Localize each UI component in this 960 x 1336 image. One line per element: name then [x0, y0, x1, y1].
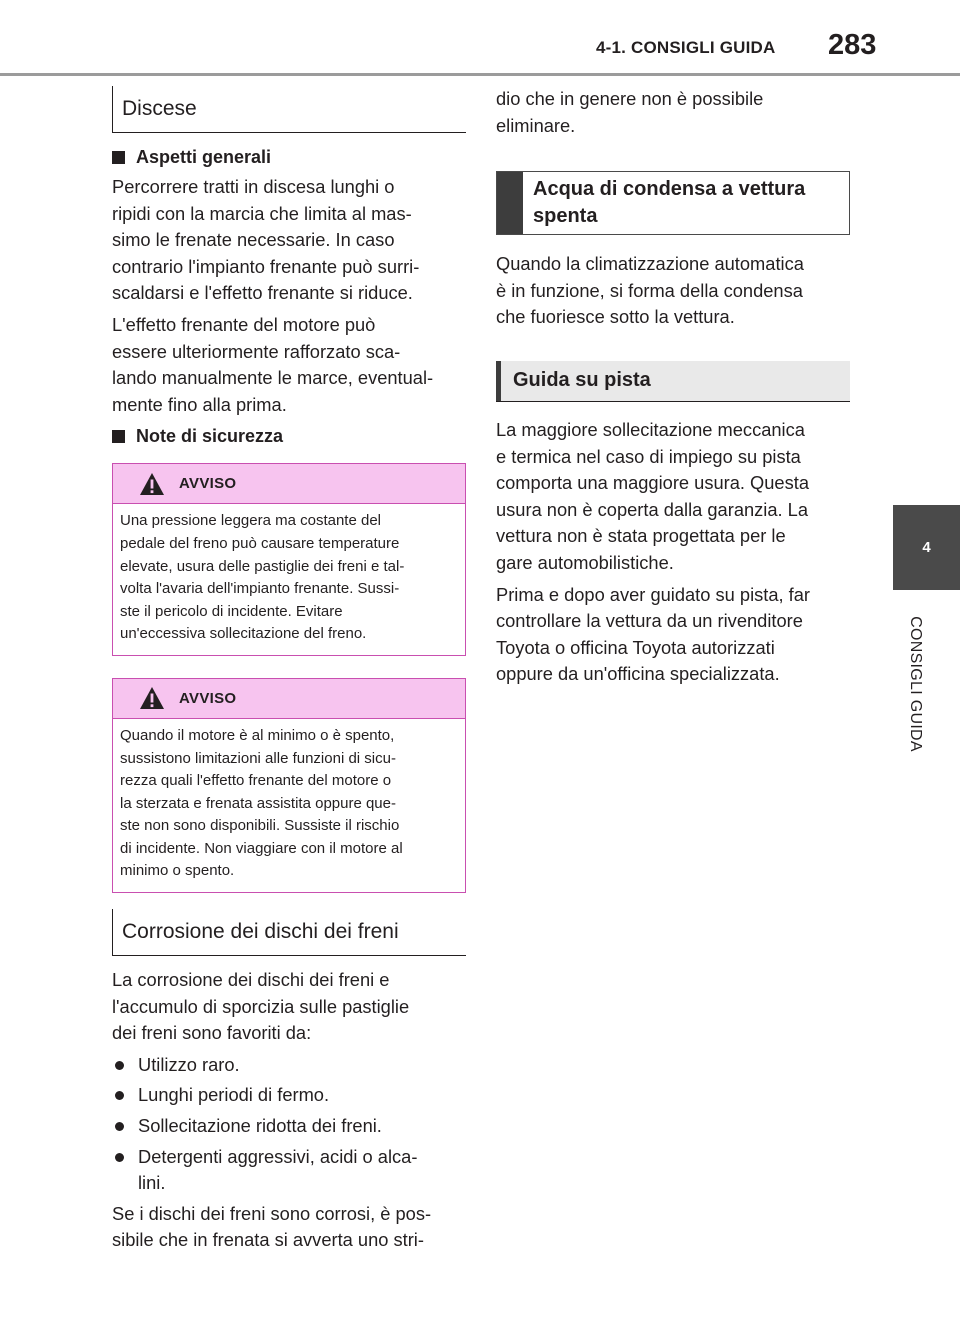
- left-column: [112, 86, 466, 1259]
- heading-text: Guida su pista: [513, 369, 651, 392]
- text-line: Sollecitazione ridotta dei freni.: [138, 1115, 382, 1137]
- chapter-tab: 4: [893, 505, 960, 590]
- warning-title: AVVISO: [179, 689, 237, 707]
- subheading-aspetti-generali: [112, 144, 466, 170]
- text-line: vettura non è stata progettata per le: [496, 525, 786, 547]
- bullet-dot-icon: [115, 1061, 124, 1070]
- text-line: mente fino alla prima.: [112, 393, 287, 415]
- bullet-dot-icon: [115, 1153, 124, 1162]
- warning-triangle-icon: [139, 686, 165, 710]
- text-line: L'effetto frenante del motore può: [112, 313, 376, 335]
- text-line: oppure da un'officina specializzata.: [496, 663, 780, 685]
- chapter-side-label-text: CONSIGLI GUIDA: [907, 616, 924, 752]
- text-line: usura non è coperta dalla garanzia. La: [496, 498, 809, 520]
- paragraph-corrosione-intro: [112, 967, 466, 1047]
- text-line: Utilizzo raro.: [138, 1053, 240, 1075]
- text-line: eliminare.: [496, 114, 576, 136]
- section-heading-condensa: [496, 171, 850, 235]
- bullet-item: [112, 1052, 466, 1079]
- section-heading-pista: [496, 361, 850, 402]
- warning-header: [113, 464, 465, 504]
- paragraph-condensa: [496, 251, 850, 331]
- heading-line: Acqua di condensa a vettura: [533, 178, 806, 201]
- warning-triangle-icon: [139, 472, 165, 496]
- subheading-note-sicurezza: [112, 423, 466, 449]
- paragraph-pista-2: [496, 582, 850, 688]
- subheading-text: Note di sicurezza: [136, 425, 284, 446]
- paragraph-continuation: [496, 86, 850, 139]
- warning-title: AVVISO: [179, 475, 237, 493]
- text-line: la sterzata e frenata assistita oppure que-: [120, 794, 396, 812]
- text-line: rezza quali l'effetto frenante del motore o: [120, 772, 392, 790]
- paragraph-discese-2: [112, 312, 466, 418]
- text-line: Prima e dopo aver guidato su pista, far: [496, 583, 811, 605]
- text-line: minimo o spento.: [120, 862, 235, 880]
- heading-line: spenta: [533, 205, 598, 228]
- text-line: è in funzione, si forma della condensa: [496, 279, 803, 301]
- section-heading-discese: Discese: [112, 86, 466, 133]
- text-line: comporta una maggiore usura. Questa: [496, 472, 809, 494]
- text-line: La corrosione dei dischi dei freni e: [112, 969, 390, 991]
- warning-box-2: [112, 678, 466, 893]
- warning-header: [113, 679, 465, 719]
- text-line: Lunghi periodi di fermo.: [138, 1084, 330, 1106]
- section-heading-corrosione: Corrosione dei dischi dei freni: [112, 909, 466, 956]
- text-line: Se i dischi dei freni sono corrosi, è pos-: [112, 1202, 432, 1224]
- paragraph-corrosione-outro: [112, 1201, 466, 1254]
- text-line: Percorrere tratti in discesa lunghi o: [112, 176, 395, 197]
- text-line: Detergenti aggressivi, acidi o alca-: [138, 1145, 418, 1167]
- text-line: contrario l'impianto frenante può surri-: [112, 255, 420, 277]
- text-line: sussistono limitazioni alle funzioni di sicu-: [120, 749, 396, 767]
- text-line: La maggiore sollecitazione meccanica: [496, 418, 805, 440]
- paragraph-pista-1: [496, 417, 850, 577]
- text-line: e termica nel caso di impiego su pista: [496, 445, 801, 467]
- text-line: Una pressione leggera ma costante del: [120, 512, 381, 530]
- text-line: controllare la vettura da un rivenditore: [496, 610, 803, 632]
- text-line: essere ulteriormente rafforzato sca-: [112, 340, 401, 362]
- warning-box-1: [112, 463, 466, 656]
- text-line: gare automobilistiche.: [496, 551, 674, 573]
- text-line: lini.: [138, 1172, 166, 1194]
- bullet-item: [112, 1113, 466, 1140]
- text-line: Quando la climatizzazione automatica: [496, 253, 804, 275]
- paragraph-discese-1: [112, 174, 466, 307]
- text-line: dio che in genere non è possibile: [496, 88, 764, 109]
- square-bullet-icon: [112, 151, 125, 164]
- text-line: ripidi con la marcia che limita al mas-: [112, 202, 412, 224]
- text-line: elevate, usura delle pastiglie dei freni e tal-: [120, 557, 405, 575]
- text-line: dei freni sono favoriti da:: [112, 1022, 312, 1044]
- text-line: di incidente. Non viaggiare con il motore al: [120, 839, 403, 857]
- heading-bar: [497, 172, 523, 234]
- text-line: ste non sono disponibili. Sussiste il rischio: [120, 817, 400, 835]
- running-header-title: 4-1. CONSIGLI GUIDA: [596, 38, 776, 57]
- text-line: ste il pericolo di incidente. Evitare: [120, 602, 343, 620]
- text-line: simo le frenate necessarie. In caso: [112, 229, 395, 251]
- page-number: 283: [828, 29, 877, 61]
- text-line: volta l'avaria dell'impianto frenante. Sussi-: [120, 580, 400, 598]
- subheading-text: Aspetti generali: [136, 146, 272, 167]
- warning-body: [113, 719, 465, 892]
- header-rule: [0, 73, 960, 76]
- text-line: sibile che in frenata si avverta uno stri-: [112, 1229, 424, 1251]
- text-line: scaldarsi e l'effetto frenante si riduce.: [112, 282, 413, 304]
- square-bullet-icon: [112, 430, 125, 443]
- text-line: lando manualmente le marce, eventual-: [112, 367, 434, 389]
- bullet-item: [112, 1082, 466, 1109]
- right-column: [496, 86, 850, 693]
- bullet-dot-icon: [115, 1122, 124, 1131]
- bullet-item: [112, 1144, 466, 1197]
- text-line: l'accumulo di sporcizia sulle pastiglie: [112, 995, 410, 1017]
- text-line: un'eccessiva sollecitazione del freno.: [120, 625, 367, 643]
- text-line: Quando il motore è al minimo o è spento,: [120, 726, 395, 744]
- text-line: pedale del freno può causare temperature: [120, 534, 400, 552]
- text-line: Toyota o officina Toyota autorizzati: [496, 636, 775, 658]
- bullet-dot-icon: [115, 1091, 124, 1100]
- warning-body: [113, 504, 465, 655]
- chapter-side-label: [903, 604, 927, 764]
- text-line: che fuoriesce sotto la vettura.: [496, 306, 735, 328]
